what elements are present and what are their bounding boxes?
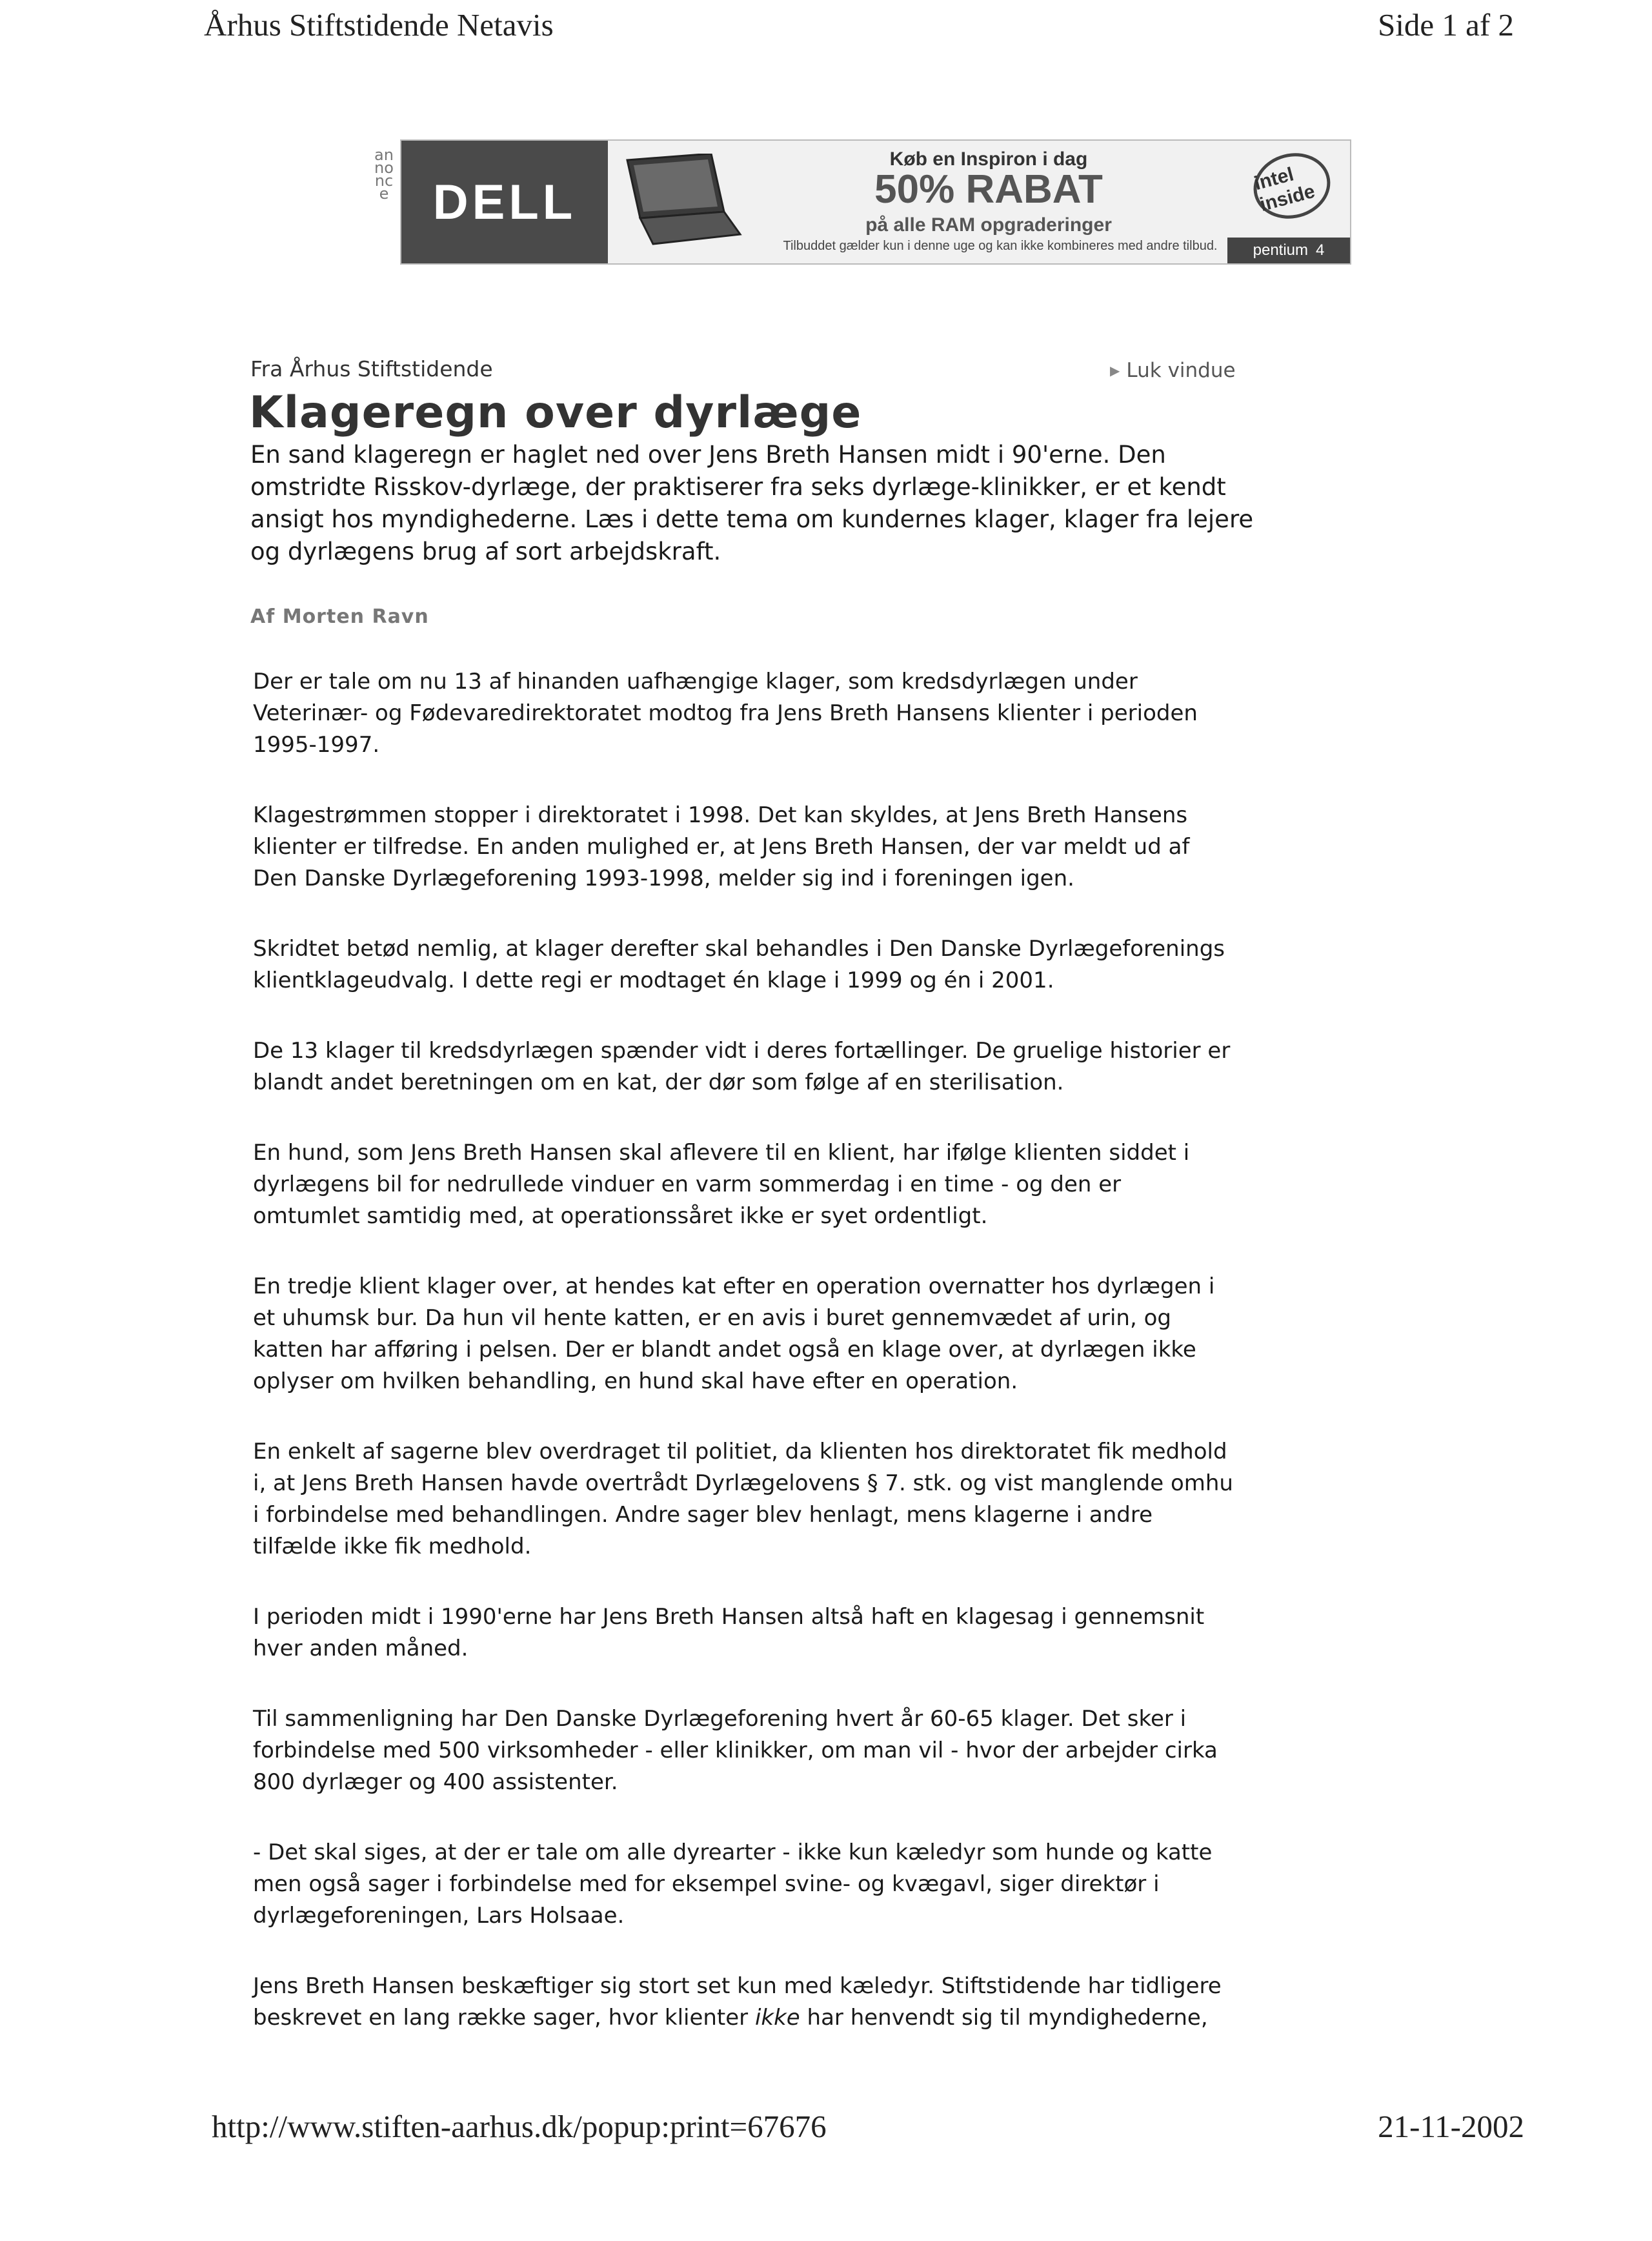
paragraph: I perioden midt i 1990'erne har Jens Breth Hansen altså haft en klagesag i gennemsnit hver anden måned. — [253, 1604, 1205, 1661]
last-paragraph-before: Jens Breth Hansen beskæftiger sig stort set kun med kæledyr. Stiftstidende har tidligere beskrevet en lang række sager, hvor klienter — [253, 1973, 1222, 2031]
paragraph: Skridtet betød nemlig, at klager derefter skal behandles i Den Danske Dyrlægeforenings klientklageudvalg. I dette regi er modtaget én klage i 1999 og én i 2001. — [253, 936, 1225, 993]
ad-line-3: på alle RAM opgraderinger — [865, 214, 1112, 236]
ad-line-2: 50% RABAT — [874, 167, 1103, 212]
intel-logo-box — [1227, 141, 1350, 263]
paragraph: En hund, som Jens Breth Hansen skal aflevere til en klient, har ifølge klienten siddet i dyrlægens bil for nedrullede vinduer en varm sommerdag i en time - og den er omtumlet samtidig med, at operationssåret ikke er syet ordentligt. — [253, 1140, 1190, 1229]
triangle-right-icon: ▶ — [1110, 363, 1120, 378]
last-paragraph-after: har henvendt sig til myndighederne, — [800, 2005, 1208, 2031]
paragraph: En enkelt af sagerne blev overdraget til politiet, da klienten hos direktoratet fik medhold i, at Jens Breth Hansen havde overtrådt Dyrlægelovens § 7. stk. og vist manglende omhu i forbindelse med behandlingen. Andre sager blev henlagt, mens klagerne i andre tilfælde ikke fik medhold. — [253, 1439, 1233, 1559]
print-header — [0, 6, 1652, 45]
dell-logo-box — [401, 141, 608, 263]
last-paragraph-emphasis: ikke — [754, 2005, 800, 2031]
paragraph: Klagestrømmen stopper i direktoratet i 1998. Det kan skyldes, at Jens Breth Hansens klienter er tilfredse. En anden mulighed er, at Jens Breth Hansen, der var meldt ud af Den Danske Dyrlægeforening 1993-1998, melder sig ind i foreningen igen. — [253, 802, 1190, 891]
print-header-page: Side 1 af 2 — [1378, 7, 1514, 43]
laptop-icon — [614, 154, 743, 250]
pentium-number: 4 — [1316, 241, 1325, 259]
article-headline: Klageregn over dyrlæge — [249, 387, 862, 438]
print-footer — [0, 2108, 1652, 2147]
paragraph: - Det skal siges, at der er tale om alle dyrearter - ikke kun kæledyr som hunde og katte men også sager i forbindelse med for eksempel svine- og kvægavl, siger direktør i dyrlægeforeningen, Lars Holsaae. — [253, 1840, 1213, 1929]
ad-line-1: Køb en Inspiron i dag — [889, 148, 1088, 170]
paragraph-last — [253, 1971, 1234, 2034]
print-header-site: Århus Stiftstidende Netavis — [204, 7, 554, 43]
close-window-link[interactable] — [1110, 359, 1236, 382]
ad-text — [743, 141, 1234, 263]
pentium-label: pentium — [1253, 241, 1309, 259]
paragraph: Til sammenligning har Den Danske Dyrlægeforening hvert år 60-65 klager. Det sker i forbindelse med 500 virksomheder - eller klinikker, om man vil - hvor der arbejder cirka 800 dyrlæger og 400 assistenter. — [253, 1706, 1218, 1795]
article-source: Fra Århus Stiftstidende — [250, 356, 493, 381]
intel-inside-logo: intel inside — [1246, 145, 1338, 227]
paragraph: De 13 klager til kredsdyrlægen spænder vidt i deres fortællinger. De gruelige historier er blandt andet beretningen om en kat, der dør som følge af en sterilisation. — [253, 1038, 1231, 1095]
article-byline: Af Morten Ravn — [250, 605, 429, 628]
print-footer-date: 21-11-2002 — [1378, 2109, 1524, 2144]
close-window-label[interactable]: Luk vindue — [1126, 359, 1236, 382]
pentium-badge — [1227, 238, 1350, 263]
print-footer-url: http://www.stiften-aarhus.dk/popup:print=67676 — [212, 2109, 827, 2144]
paragraph: En tredje klient klager over, at hendes kat efter en operation overnatter hos dyrlægen i et uhumsk bur. Da hun vil hente katten, er en avis i buret gennemvædet af urin, og katten har afføring i pelsen. Der er blandt andet også en klage over, at dyrlægen ikke oplyser om hvilken behandling, en hund skal have efter en operation. — [253, 1273, 1215, 1394]
dell-logo: DELL — [432, 174, 577, 230]
paragraph: Der er tale om nu 13 af hinanden uafhængige klager, som kredsdyrlægen under Veterinær- og Fødevaredirektoratet modtog fra Jens Breth Hansens klienter i perioden 1995-1997. — [253, 669, 1198, 758]
ad-label: annonce — [374, 146, 394, 203]
ad-banner[interactable] — [400, 139, 1351, 265]
article-lead: En sand klageregn er haglet ned over Jens Breth Hansen midt i 90'erne. Den omstridte Risskov-dyrlæge, der praktiserer fra seks dyrlæge-klinikker, er et kendt ansigt hos myndighederne. Læs i dette tema om kundernes klager, klager fra lejere og dyrlægens brug af sort arbejdskraft. — [250, 441, 1254, 565]
article-body — [253, 666, 1234, 2073]
ad-line-4: Tilbuddet gælder kun i denne uge og kan ikke kombineres med andre tilbud. — [783, 239, 1218, 253]
